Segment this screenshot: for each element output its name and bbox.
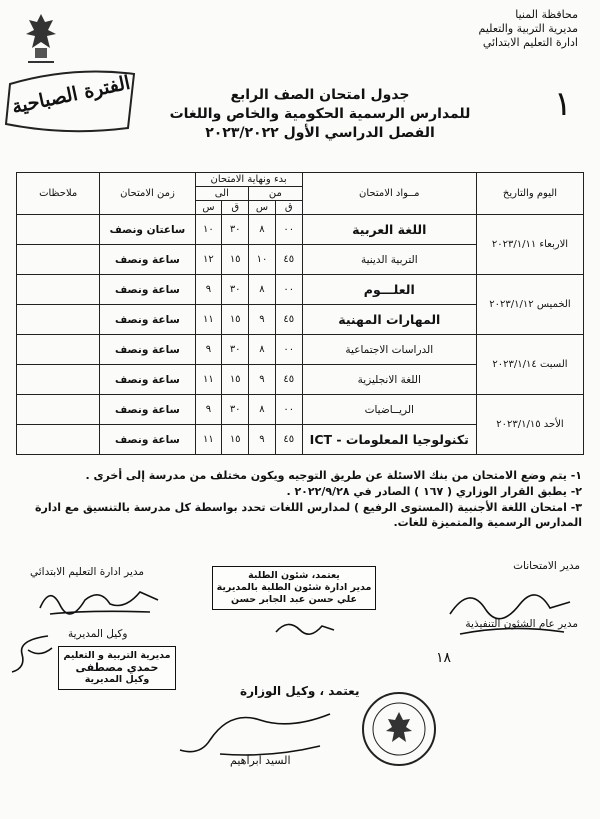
duration-cell: ساعة ونصف [100,335,195,365]
to-hours-cell: ١١ [195,305,222,335]
header-day-date: اليوم والتاريخ [476,173,583,215]
from-minutes-cell: ٤٥ [275,425,302,455]
directorate: مديرية التربية والتعليم [478,22,578,35]
eagle-emblem-icon [20,8,62,68]
from-hours-cell: ٨ [249,395,276,425]
from-minutes-cell: ٠٠ [275,215,302,245]
exec-affairs-manager-label: مدير عام الشئون التنفيذية [465,618,578,630]
title-line-1: جدول امتحان الصف الرابع [230,87,410,103]
governorate: محافظة المنيا [515,8,578,21]
notes-cell [17,245,100,275]
student-affairs-stamp-line-1: يعتمد، شئون الطلبة [248,570,340,581]
from-hours-cell: ٨ [249,335,276,365]
from-minutes-cell: ٠٠ [275,395,302,425]
from-hours-cell: ٩ [249,425,276,455]
notes-cell [17,215,100,245]
duration-cell: ساعة ونصف [100,365,195,395]
deputy-signature [8,630,58,676]
page-number: ١ [553,84,572,124]
morning-shift-stamp [2,62,140,136]
subject-cell: تكنولوجيا المعلومات - ICT [302,425,476,455]
from-hours-cell: ٩ [249,305,276,335]
primary-admin-signature [30,580,170,620]
subject-cell: التربية الدينية [302,245,476,275]
to-minutes-cell: ١٥ [222,305,249,335]
to-hours-cell: ٩ [195,335,222,365]
to-hours-cell: ١١ [195,365,222,395]
handwritten-number: ١٨ [436,650,452,666]
subject-cell: الريــاضيات [302,395,476,425]
duration-cell: ساعتان ونصف [100,215,195,245]
deputy-stamp-line-1: مديرية التربية و التعليم [63,650,171,661]
document-title [150,86,490,143]
student-affairs-stamp-line-2: مدير ادارة شئون الطلبة بالمديرية [216,582,372,593]
day-date-cell [476,395,583,455]
header-start-end: بدء ونهاية الامتحان [195,173,302,187]
exam-date: ٢٠٢٣/١/١١ [491,239,537,250]
morning-shift-label: الفترة الصباحية [9,71,133,119]
from-minutes-cell: ٤٥ [275,365,302,395]
header-from: من [249,187,303,201]
table-row [17,395,584,425]
from-hours-cell: ١٠ [249,245,276,275]
subject-cell: اللغة العربية [302,215,476,245]
to-hours-cell: ١١ [195,425,222,455]
notes-cell [17,395,100,425]
student-affairs-stamp [212,566,376,610]
deputy-directorate-label: وكيل المديرية [68,628,128,640]
duration-cell: ساعة ونصف [100,245,195,275]
header-notes: ملاحظات [17,173,100,215]
header-from-hours: س [249,201,276,215]
to-minutes-cell: ١٥ [222,425,249,455]
day-name: الخميس [536,299,571,310]
to-minutes-cell: ١٥ [222,365,249,395]
header-duration: زمن الامتحان [100,173,195,215]
notes-cell [17,275,100,305]
student-affairs-stamp-line-3: علي حسن عبد الجابر حسن [231,594,357,605]
administration: ادارة التعليم الابتدائي [482,36,578,49]
note-2: ٢- يطبق القرار الوزاري ( ١٦٧ ) الصادر في ٢٠٢٢/٩/٢٨ . [286,485,582,498]
letterhead [428,8,578,50]
to-hours-cell: ١٢ [195,245,222,275]
notes-cell [17,335,100,365]
header-to: الى [195,187,249,201]
from-minutes-cell: ٠٠ [275,335,302,365]
to-minutes-cell: ٣٠ [222,335,249,365]
from-hours-cell: ٨ [249,275,276,305]
header-subjects: مــواد الامتحان [302,173,476,215]
notes-section [18,468,582,531]
notes-cell [17,365,100,395]
header-to-hours: س [195,201,222,215]
subject-cell: الدراسات الاجتماعية [302,335,476,365]
subject-cell: المهارات المهنية [302,305,476,335]
table-row [17,215,584,245]
to-minutes-cell: ٣٠ [222,215,249,245]
from-hours-cell: ٨ [249,215,276,245]
notes-cell [17,425,100,455]
header-to-minutes: ق [222,201,249,215]
official-seal-icon [360,690,438,768]
exams-manager-label: مدير الامتحانات [513,560,580,572]
from-minutes-cell: ٤٥ [275,305,302,335]
to-minutes-cell: ٣٠ [222,395,249,425]
to-hours-cell: ٩ [195,275,222,305]
exam-date: ٢٠٢٣/١/١٤ [492,359,537,370]
table-row [17,275,584,305]
duration-cell: ساعة ونصف [100,395,195,425]
from-minutes-cell: ٤٥ [275,245,302,275]
day-date-cell [476,335,583,395]
duration-cell: ساعة ونصف [100,275,195,305]
title-line-3: الفصل الدراسي الأول ٢٠٢٣/٢٠٢٢ [205,125,435,141]
day-date-cell [476,215,583,275]
header-from-minutes: ق [275,201,302,215]
to-hours-cell: ١٠ [195,215,222,245]
duration-cell: ساعة ونصف [100,305,195,335]
subject-cell: العلـــوم [302,275,476,305]
day-name: الاربعاء [539,239,569,250]
note-3: ٣- امتحان اللغة الأجنبية (المستوى الرفيع ) لمدارس اللغات تحدد بواسطة كل مدرسة بالتنسيق مع ادارة المدارس الرسمية والمتميزة للغات. [35,501,582,529]
exam-schedule-table [16,172,584,455]
day-date-cell [476,275,583,335]
day-name: السبت [539,359,568,370]
undersecretary-name: السيد ابراهيم [230,754,291,767]
deputy-stamp-line-3: وكيل المديرية [84,674,150,685]
to-hours-cell: ٩ [195,395,222,425]
note-1: ١- يتم وضع الامتحان من بنك الاسئلة عن طريق التوجيه ويكون مختلف من مدرسة إلى أخرى . [85,469,582,482]
approval-label: يعتمد ، وكيل الوزارة [240,684,360,698]
deputy-stamp-line-2: حمدي مصطفى [75,661,159,674]
to-minutes-cell: ١٥ [222,245,249,275]
schedule-body [17,215,584,455]
notes-cell [17,305,100,335]
duration-cell: ساعة ونصف [100,425,195,455]
from-hours-cell: ٩ [249,365,276,395]
exam-date: ٢٠٢٣/١/١٥ [496,419,541,430]
day-name: الأحد [543,419,564,430]
exams-manager-signature [440,574,580,644]
primary-admin-manager-label: مدير ادارة التعليم الابتدائي [30,566,145,578]
table-row [17,335,584,365]
exam-date: ٢٠٢٣/١/١٢ [489,299,534,310]
student-affairs-signature [270,614,340,642]
to-minutes-cell: ٣٠ [222,275,249,305]
deputy-stamp [58,646,176,690]
from-minutes-cell: ٠٠ [275,275,302,305]
title-line-2: للمدارس الرسمية الحكومية والخاص واللغات [169,106,471,122]
subject-cell: اللغة الانجليزية [302,365,476,395]
